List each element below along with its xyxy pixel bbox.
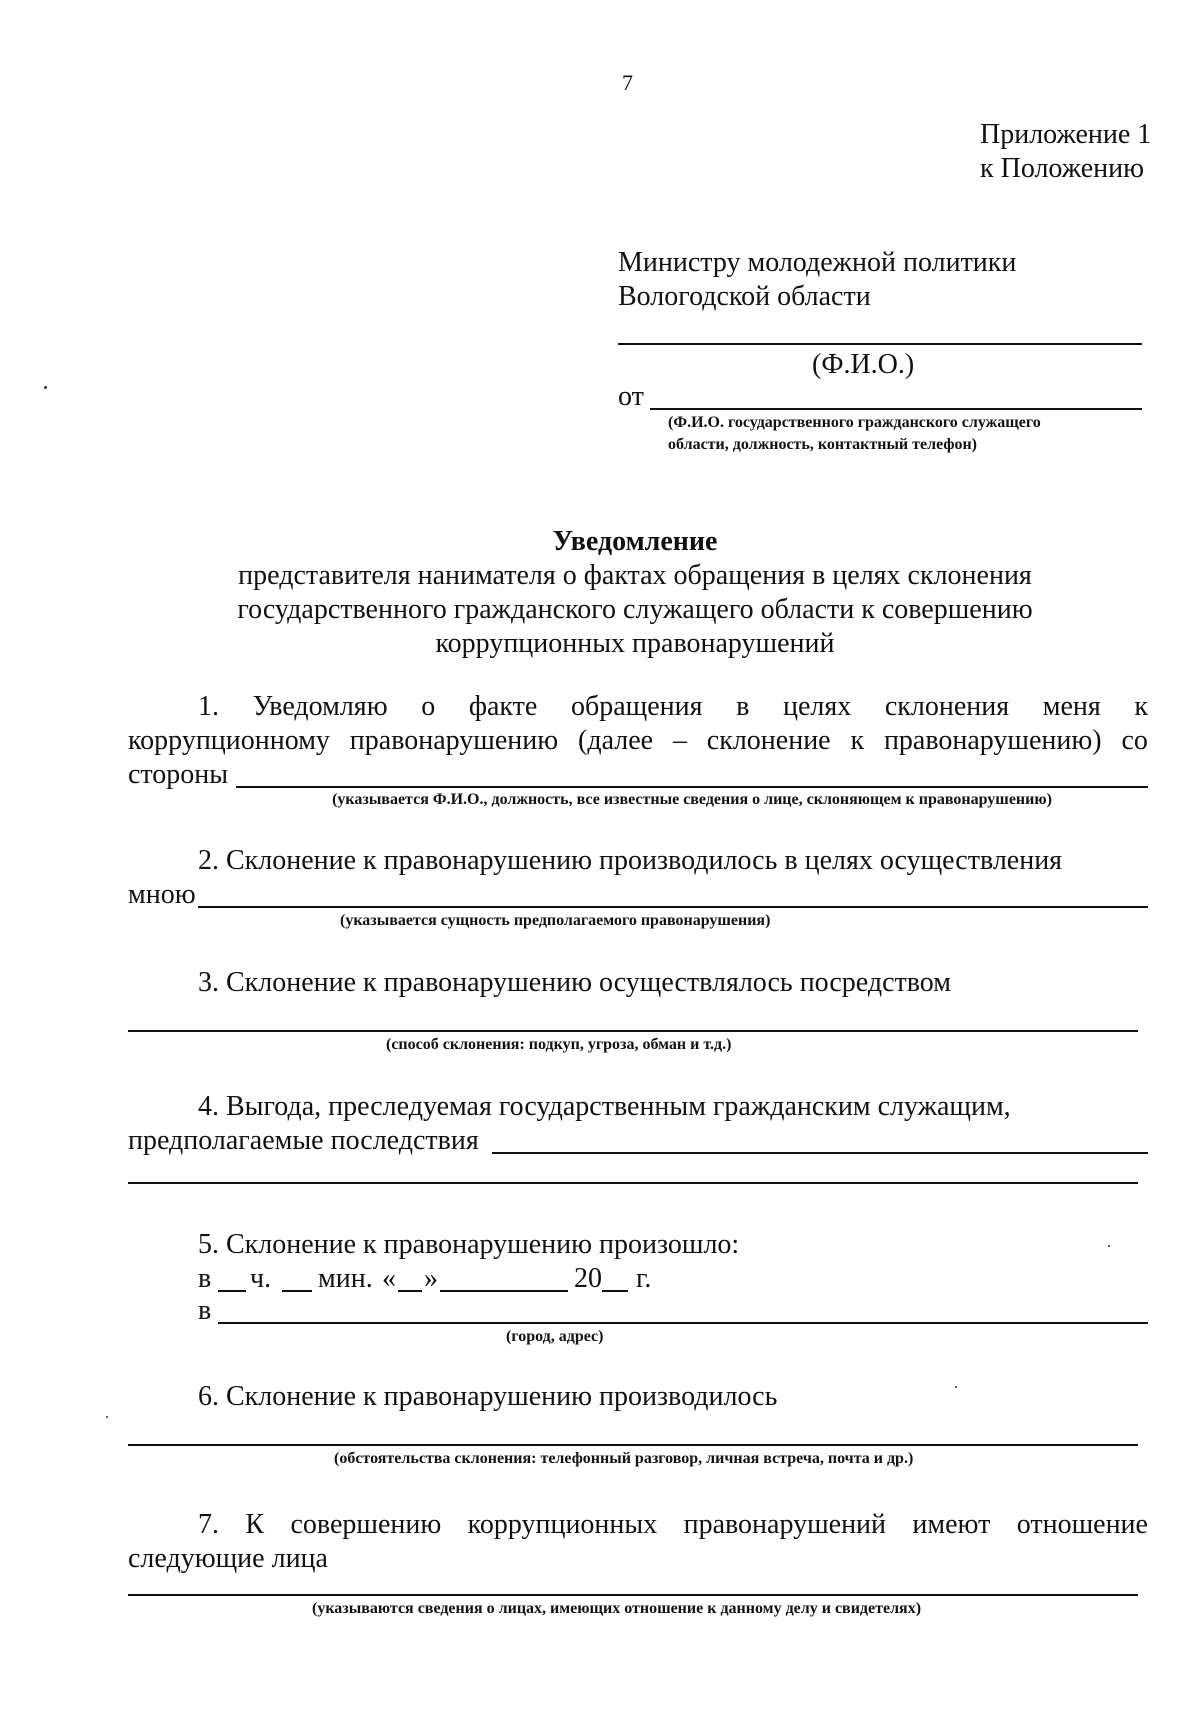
- item-7-fill-line: [128, 1594, 1138, 1596]
- item-4-line-1: 4. Выгода, преследуемая государственным гражданским служащим,: [198, 1091, 1011, 1122]
- item-1-fill-line: [236, 786, 1148, 788]
- item-1-word: факте: [468, 691, 538, 722]
- item-1-word: –: [672, 725, 687, 756]
- item-1-line-1: [198, 690, 1148, 724]
- item-6-line-1: 6. Склонение к правонарушению производилось: [198, 1381, 778, 1412]
- item-5-hour-blank: [218, 1290, 246, 1292]
- scan-speck: [44, 386, 47, 389]
- item-5-place-line: [218, 1322, 1148, 1324]
- item-5-place-v: в: [198, 1295, 212, 1326]
- item-1-caption: (указывается Ф.И.О., должность, все известные сведения о лице, склоняющем к правонарушению): [332, 791, 1052, 808]
- item-5-year-suffix: г.: [636, 1263, 652, 1294]
- item-7-word: отношение: [1016, 1509, 1148, 1540]
- item-5-minute-unit: мин.: [318, 1263, 373, 1294]
- item-2-line-1: 2. Склонение к правонарушению производилось в целях осуществления: [198, 845, 1063, 876]
- document-title: Уведомление: [552, 526, 718, 557]
- page-number: 7: [622, 70, 633, 95]
- item-1-word: обращения: [570, 691, 703, 722]
- item-6-fill-line: [128, 1444, 1138, 1446]
- item-5-quote-close: »: [424, 1263, 438, 1294]
- title-sub-2: государственного гражданского служащего области к совершению: [237, 594, 1033, 625]
- item-2-caption: (указывается сущность предполагаемого правонарушения): [340, 912, 771, 929]
- appendix-line-2: к Положению: [980, 153, 1145, 184]
- item-6-caption: (обстоятельства склонения: телефонный разговор, личная встреча, почта и др.): [334, 1450, 914, 1467]
- item-5-caption: (город, адрес): [506, 1328, 604, 1345]
- item-7-line-2: следующие лица: [128, 1543, 328, 1574]
- item-7-caption: (указываются сведения о лицах, имеющих отношение к данному делу и свидетелях): [312, 1600, 922, 1617]
- item-7-word: К: [245, 1509, 265, 1540]
- item-5-line-1: 5. Склонение к правонарушению произошло:: [198, 1229, 740, 1260]
- item-7-word: 7.: [198, 1509, 219, 1540]
- addressee-line-2: Вологодской области: [618, 281, 871, 312]
- scan-speck: [106, 1416, 108, 1418]
- item-1-word: со: [1121, 725, 1148, 756]
- scan-speck: [1108, 1245, 1110, 1247]
- item-1-word: склонения: [884, 691, 1010, 722]
- item-2-fill-line: [198, 906, 1148, 908]
- scan-speck: [955, 1386, 957, 1388]
- item-7-line-1: [198, 1508, 1148, 1542]
- appendix-line-1: Приложение 1: [980, 119, 1152, 150]
- item-5-day-blank: [398, 1290, 422, 1292]
- addressee-fio-line: [618, 343, 1142, 345]
- addressee-line-1: Министру молодежной политики: [618, 247, 1017, 278]
- item-1-storony-label: стороны: [128, 759, 229, 790]
- item-5-year-blank: [602, 1290, 628, 1292]
- addressee-fio-caption: (Ф.И.О.): [812, 349, 915, 380]
- item-1-word: 1.: [198, 691, 219, 722]
- item-5-year-prefix: 20: [574, 1263, 602, 1294]
- item-2-mnoyu-label: мною: [128, 879, 196, 910]
- item-3-fill-line: [128, 1030, 1138, 1032]
- item-7-word: правонарушений: [683, 1509, 887, 1540]
- item-1-word: коррупционному: [128, 725, 330, 756]
- item-4-fill-line-2: [128, 1182, 1138, 1184]
- item-1-word: к: [850, 725, 865, 756]
- item-7-word: совершению: [290, 1509, 442, 1540]
- item-1-word: Уведомляю: [252, 691, 388, 722]
- item-1-word: к: [1134, 691, 1148, 722]
- item-1-line-2: [128, 724, 1148, 758]
- title-sub-1: представителя нанимателя о фактах обращения в целях склонения: [238, 560, 1032, 591]
- from-caption-1: (Ф.И.О. государственного гражданского служащего: [668, 414, 1041, 431]
- item-1-word: в: [736, 691, 750, 722]
- title-sub-3: коррупционных правонарушений: [435, 628, 835, 659]
- item-1-word: правонарушению): [883, 725, 1102, 756]
- from-label: от: [618, 381, 644, 412]
- item-5-quote-open: «: [382, 1263, 396, 1294]
- item-1-word: меня: [1042, 691, 1101, 722]
- item-1-word: склонение: [706, 725, 831, 756]
- item-5-hour-unit: ч.: [250, 1263, 272, 1294]
- item-1-word: (далее: [578, 725, 654, 756]
- item-1-word: целях: [782, 691, 852, 722]
- item-4-fill-line-1: [492, 1152, 1148, 1154]
- item-5-month-blank: [440, 1290, 568, 1292]
- from-line: [650, 408, 1142, 410]
- item-1-word: о: [421, 691, 436, 722]
- item-7-word: коррупционных: [467, 1509, 658, 1540]
- item-1-word: правонарушению: [349, 725, 559, 756]
- item-3-line-1: 3. Склонение к правонарушению осуществлялось посредством: [198, 967, 951, 998]
- item-4-consequences-label: предполагаемые последствия: [128, 1125, 479, 1156]
- item-5-time-v: в: [198, 1263, 212, 1294]
- item-5-minute-blank: [282, 1290, 312, 1292]
- from-caption-2: области, должность, контактный телефон): [668, 436, 977, 453]
- item-3-caption: (способ склонения: подкуп, угроза, обман и т.д.): [386, 1036, 732, 1053]
- item-7-word: имеют: [912, 1509, 991, 1540]
